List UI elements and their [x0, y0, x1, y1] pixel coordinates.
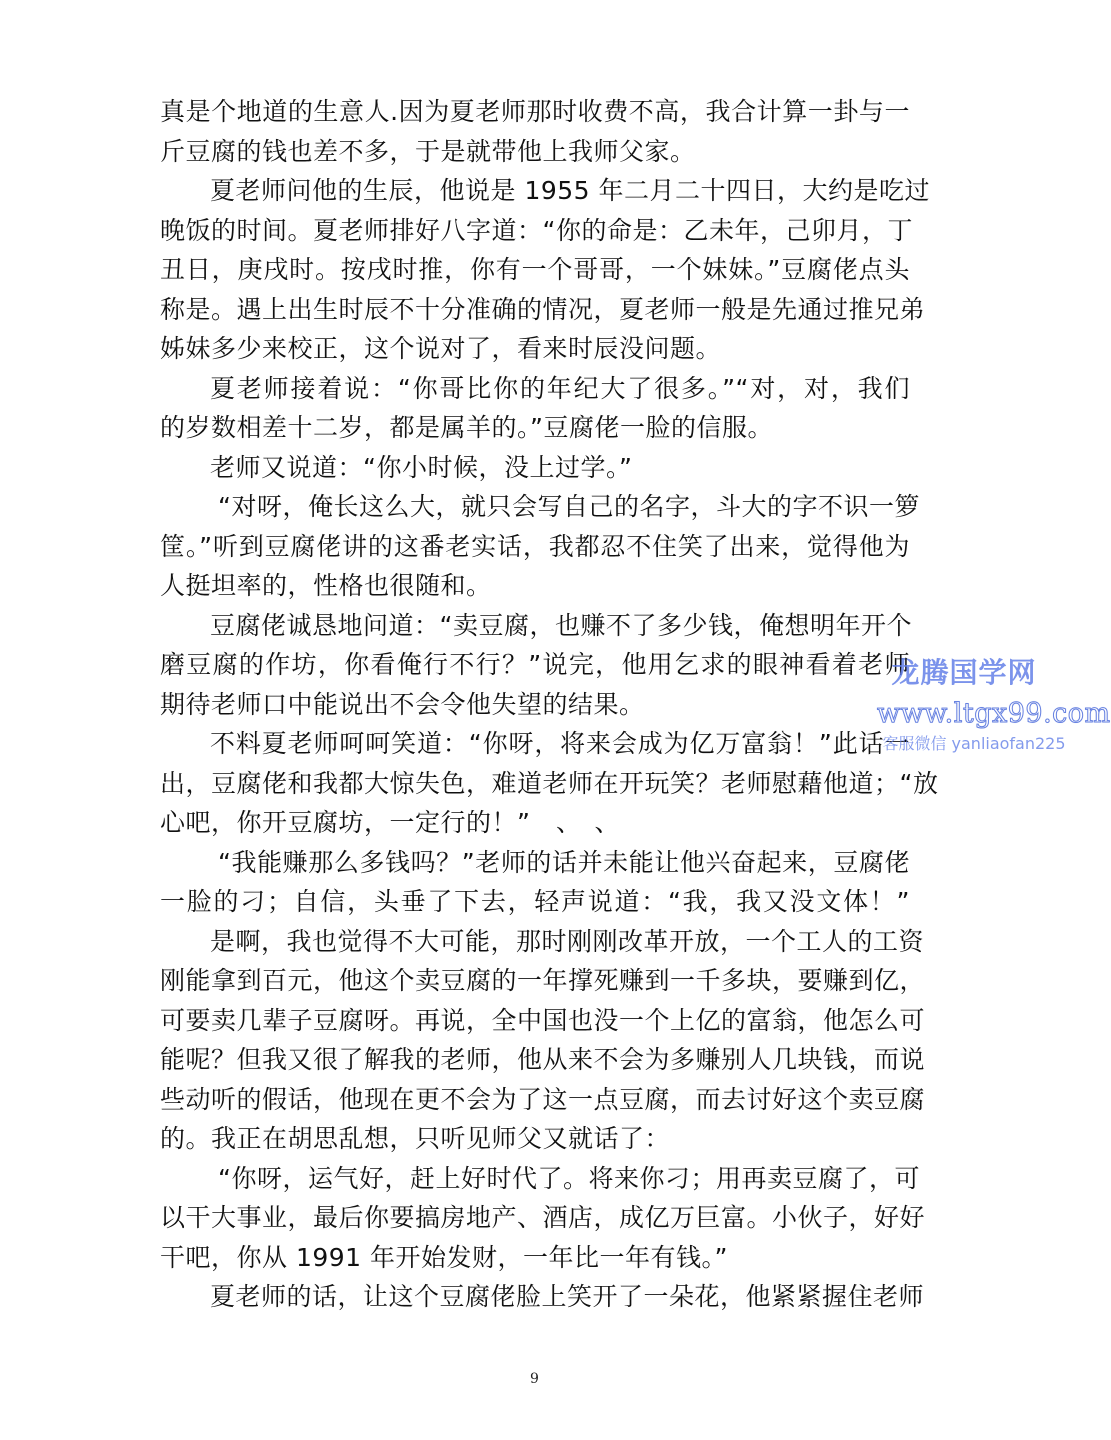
- text-line: 心吧，你开豆腐坊，一定行的！” 、 、: [160, 808, 620, 837]
- text-line: 能呢？但我又很了解我的老师，他从来不会为多赚别人几块钱，而说: [160, 1045, 926, 1074]
- text-line: 磨豆腐的作坊，你看俺行不行？”说完，他用乞求的眼神看着老师: [160, 650, 910, 679]
- text-line: 晚饭的时间。夏老师排好八字道：“你的命是：乙未年，己卯月，丁: [160, 215, 913, 245]
- watermark-title: 龙腾国学网: [891, 656, 1037, 689]
- text-line: 丑日，庚戌时。按戌时推，你有一个哥哥，一个妹妹。”豆腐佬点头: [160, 255, 910, 284]
- text-line: 筐。”听到豆腐佬讲的这番老实话，我都忍不住笑了出来，觉得他为: [160, 531, 910, 561]
- text-line: 些动听的假话，他现在更不会为了这一点豆腐，而去讨好这个卖豆腐: [160, 1084, 926, 1114]
- text-line: 出，豆腐佬和我都大惊失色，难道老师在开玩笑？老师慰藉他道；“放: [160, 768, 939, 798]
- text-line: 一脸的刁；自信，头垂了下去，轻声说道：“我，我又没文体！”: [160, 887, 910, 916]
- text-line: 姊妹多少来校正，这个说对了，看来时辰没问题。: [160, 334, 722, 363]
- text-line: 真是个地道的生意人.因为夏老师那时收费不高，我合计算一卦与一: [160, 97, 910, 126]
- text-line: 夏老师问他的生辰，他说是 1955 年二月二十四日，大约是吃过: [210, 176, 931, 205]
- text-line: 夏老师的话，让这个豆腐佬脸上笑开了一朵花，他紧紧握住老师: [210, 1282, 925, 1311]
- text-line: “你呀，运气好，赶上好时代了。将来你刁；用再卖豆腐了，可: [218, 1163, 920, 1193]
- text-line: 是啊，我也觉得不大可能，那时刚刚改革开放，一个工人的工资: [210, 926, 925, 956]
- watermark-contact: 客服微信 yanliaofan225: [882, 734, 1066, 753]
- text-line: 不料夏老师呵呵笑道：“你呀，将来会成为亿万富翁！”此话一: [210, 729, 910, 758]
- text-line: 豆腐佬诚恳地问道：“卖豆腐，也赚不了多少钱，俺想明年开个: [210, 610, 912, 640]
- text-line: “我能赚那么多钱吗？”老师的话并未能让他兴奋起来，豆腐佬: [218, 847, 910, 877]
- watermark-url: www.ltgx99.com: [877, 698, 1111, 729]
- text-line: 的岁数相差十二岁，都是属羊的。”豆腐佬一脸的信服。: [160, 413, 773, 442]
- text-line: 人挺坦率的，性格也很随和。: [160, 571, 492, 600]
- text-line: 期待老师口中能说出不会令他失望的结果。: [160, 689, 645, 719]
- text-line: 老师又说道：“你小时候，没上过学。”: [210, 452, 633, 482]
- text-line: 夏老师接着说：“你哥比你的年纪大了很多。”“对，对，我们: [210, 373, 910, 403]
- text-line: 斤豆腐的钱也差不多，于是就带他上我师父家。: [160, 136, 696, 166]
- text-line: 可要卖几辈子豆腐呀。再说，全中国也没一个上亿的富翁，他怎么可: [160, 1005, 926, 1035]
- text-line: 以干大事业，最后你要搞房地产、酒店，成亿万巨富。小伙子，好好: [160, 1203, 926, 1232]
- body-text: [160, 92, 939, 1317]
- page-number: 9: [530, 1371, 539, 1387]
- text-line: 干吧，你从 1991 年开始发财，一年比一年有钱。”: [160, 1242, 728, 1272]
- text-line: 称是。遇上出生时辰不十分准确的情况，夏老师一般是先通过推兄弟: [160, 294, 926, 324]
- text-line: 的。我正在胡思乱想，只听见师父又就话了：: [160, 1124, 671, 1153]
- text-line: “对呀，俺长这么大，就只会写自己的名字，斗大的字不识一箩: [218, 492, 920, 521]
- text-line: 刚能拿到百元，他这个卖豆腐的一年撑死赚到一千多块，要赚到亿，: [160, 966, 926, 995]
